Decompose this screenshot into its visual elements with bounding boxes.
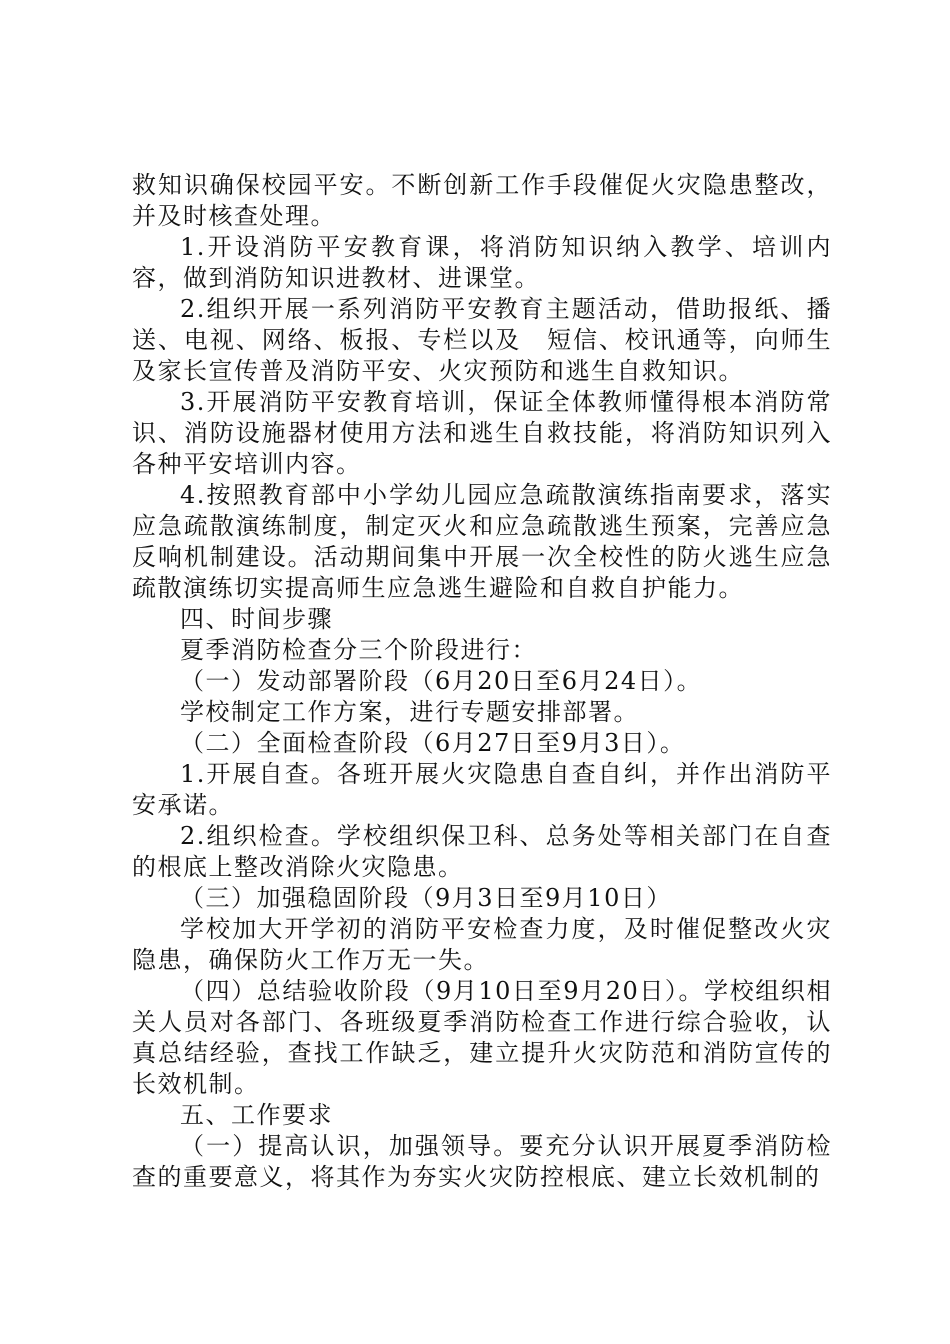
- stage-1-heading: （一）发动部署阶段（6月20日至6月24日）。: [180, 667, 703, 695]
- stage-3-heading: （三）加强稳固阶段（9月3日至9月10日）: [180, 884, 672, 912]
- section-heading-schedule: 四、时间步骤: [180, 605, 333, 633]
- stage-2-item-2: 2.组织检查。学校组织保卫科、总务处等相关部门在自查的根底上整改消除火灾隐患。: [132, 822, 832, 881]
- stage-3-body: 学校加大开学初的消防平安检查力度，及时催促整改火灾隐患，确保防火工作万无一失。: [132, 915, 832, 974]
- paragraph-item-4: 4.按照教育部中小学幼儿园应急疏散演练指南要求，落实应急疏散演练制度，制定灭火和应急疏散逃生预案，完善应急反响机制建设。活动期间集中开展一次全校性的防火逃生应急疏散演练切实提高师生应急逃生避险和自救自护能力。: [132, 481, 832, 602]
- paragraph-schedule-intro: 夏季消防检查分三个阶段进行：: [180, 636, 537, 664]
- paragraph-item-1: 1.开设消防平安教育课，将消防知识纳入教学、培训内容，做到消防知识进教材、进课堂。: [132, 233, 832, 292]
- section-heading-requirements: 五、工作要求: [180, 1101, 333, 1129]
- stage-2-heading: （二）全面检查阶段（6月27日至9月3日）。: [180, 729, 686, 757]
- paragraph-item-3: 3.开展消防平安教育培训，保证全体教师懂得根本消防常识、消防设施器材使用方法和逃生自救技能，将消防知识列入各种平安培训内容。: [132, 388, 832, 478]
- paragraph-item-2: 2.组织开展一系列消防平安教育主题活动，借助报纸、播送、电视、网络、板报、专栏以及 短信、校讯通等，向师生及家长宣传普及消防平安、火灾预防和逃生自救知识。: [132, 295, 832, 385]
- paragraph-continuation: 救知识确保校园平安。不断创新工作手段催促火灾隐患整改，并及时核查处理。: [132, 171, 832, 230]
- stage-1-body: 学校制定工作方案，进行专题安排部署。: [180, 698, 639, 726]
- stage-2-item-1: 1.开展自查。各班开展火灾隐患自查自纠，并作出消防平安承诺。: [132, 760, 832, 819]
- stage-4-paragraph: （四）总结验收阶段（9月10日至9月20日）。学校组织相关人员对各部门、各班级夏季消防检查工作进行综合验收，认真总结经验，查找工作缺乏，建立提升火灾防范和消防宣传的长效机制。: [132, 977, 832, 1098]
- document-body: [132, 170, 832, 1193]
- requirement-1-paragraph: （一）提高认识，加强领导。要充分认识开展夏季消防检查的重要意义，将其作为夯实火灾防控根底、建立长效机制的: [132, 1132, 832, 1191]
